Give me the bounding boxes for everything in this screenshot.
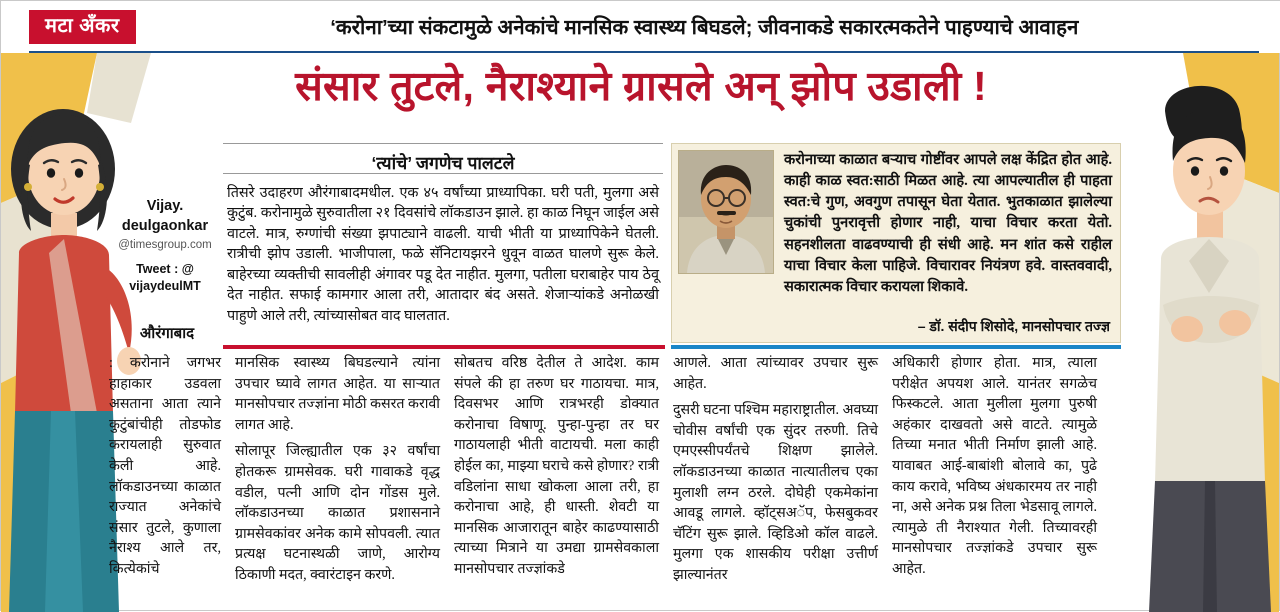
- blue-divider-bar: [671, 345, 1121, 349]
- paragraph: आणले. आता त्यांच्यावर उपचार सुरू आहेत.: [673, 355, 878, 392]
- byline: [109, 197, 221, 294]
- byline-tweet-label: Tweet : @: [136, 261, 194, 276]
- byline-name-line1: Vijay.: [146, 198, 184, 214]
- expert-photo: [678, 150, 774, 274]
- red-divider-bar: [223, 345, 665, 349]
- paragraph: मानसिक स्वास्थ्य बिघडल्याने त्यांना उपचार घ्यावे लागत आहेत. या साऱ्यात मानसोपचार तज्ज्ञांना मोठी कसरत करावी लागत आहे.: [235, 355, 440, 433]
- expert-portrait-svg: [679, 151, 773, 273]
- paragraph: : करोनाने जगभर हाहाकार उडवला असताना आता त्याने कुटुंबांचीही तोडफोड करायलाही सुरुवात केली आहे. लॉकडाउनच्या काळात राज्यात अनेकांचे संसार तुटले, कुणाला नैराश्य आले तर, कित्येकांचे: [109, 355, 221, 577]
- article-column-2: [454, 353, 659, 603]
- byline-tweet-handle: vijaydeulMT: [129, 278, 201, 293]
- article-body: [109, 353, 1133, 603]
- subhead-rule-bottom: [223, 173, 663, 174]
- paragraph: सोबतच वरिष्ठ देतील ते आदेश. काम संपले की हा तरुण घर गाठायचा. मात्र, दिवसभर आणि रात्रभरही डोक्यात करोनाचा विषाणू. पुन्हा-पुन्हा तर घर गाठायलाही भीती वाटायची. मला काही होईल का, माझ्या घराचे कसे होणार? रात्री वडिलांना साधा खोकला आला तरी, हा करोनाचा आहे, ही धास्ती. शेवटी या मानसिक आजारातून बाहेर काढण्यासाठी त्याच्या मित्राने या उमद्या ग्रामसेवकाला मानसोपचार तज्ज्ञांकडे: [454, 355, 659, 577]
- intro-paragraph: तिसरे उदाहरण औरंगाबादमधील. एक ४५ वर्षांच्या प्राध्यापिका. घरी पती, मुलगा असे कुटुंब. करोनामुळे सुरुवातीला २१ दिवसांचे लॉकडाउन झाले. हा काळ निघून जाईल असे वाटले. मात्र, रुग्णांची संख्या झपाट्याने वाढली. याची भीती या प्राध्यापिकेने घेतली. रात्रीची झोप उडाली. भाजीपाला, फळे सॅनिटायझरने धुवून वाळत घालणे सुरू केले. बाहेरच्या व्यक्तीची सावलीही अंगावर पडू देत नाहीत. मुलगा, पतीला घराबाहेर पाय ठेवू देत नाहीत. सफाई कामगार आला तरी, आतादार बंद असते. शेजाऱ्यांकडे अनोळखी पाहुणे आले तरी, त्यांच्यासोबत वाद घालतात.: [227, 185, 659, 324]
- page-title: संसार तुटले, नैराश्याने ग्रासले अन् झोप उडाली !: [295, 63, 987, 109]
- article-column-3: [673, 353, 878, 603]
- paragraph: दुसरी घटना पश्चिम महाराष्ट्रातील. अवघ्या चोवीस वर्षांची एक सुंदर तरुणी. तिचे एमएस्सीपर्यंतचे शिक्षण झालेले. लॉकडाउनच्या काळात नात्यातीलच एका मुलाशी लग्न ठरले. दोघेही एकमेकांना आवडू लागले. व्हॉट्सअॅप, फेसबुकवर चॅटिंग सुरू झाले. व्हिडिओ कॉल वाढले. मुलगा एक शासकीय परीक्षा उत्तीर्ण झाल्यानंतर: [673, 402, 878, 583]
- article-column-0: [109, 353, 221, 603]
- subhead: ‘त्यांचे’ जगणेच पालटले: [371, 153, 515, 173]
- byline-email: @timesgroup.com: [118, 239, 212, 252]
- expert-attribution: – डॉ. संदीप शिसोदे, मानसोपचार तज्ज्ञ: [917, 318, 1110, 334]
- article-column-4: [892, 353, 1097, 603]
- expert-quote-panel: [671, 143, 1121, 343]
- top-banner: [1, 1, 1280, 53]
- expert-quote-text: करोनाच्या काळात बऱ्याच गोष्टींवर आपले लक्ष केंद्रित होत आहे. काही काळ स्वत:साठी मिळत आहे. त्या आपल्यातील ही पाहता स्वत:चे गुण, अवगुण तपासून घेता येतात. भुतकाळात झालेल्या चुकांची पुनरावृत्ती होणार नाही, याचा विचार करता येतो. सहनशीलता वाढवण्याची ही संधी आहे. मन शांत कसे राहील याचा विचार केला पाहिजे. विचारावर नियंत्रण हवे. वास्तववादी, सकारात्मक विचार करायला शिकावे.: [784, 152, 1112, 295]
- banner-headline: ‘करोना’च्या संकटामुळे अनेकांचे मानसिक स्वास्थ्य बिघडले; जीवनाकडे सकारत्मकतेने पाहण्याचे आवाहन: [330, 16, 1079, 39]
- byline-name-line2: deulgaonkar: [121, 217, 209, 234]
- paragraph: सोलापूर जिल्ह्यातील एक ३२ वर्षांचा होतकरू ग्रामसेवक. घरी गावाकडे वृद्ध वडील, पत्नी आणि दोन गोंडस मुले. लॉकडाउनच्या काळात प्रशासनाने ग्रामसेवकांवर अनेक कामे सोपवली. त्यात प्रत्यक्ष घटनास्थळी जाणे, आरोग्य ठिकाणी मदत, क्वारंटाइन करणे.: [235, 443, 440, 583]
- paragraph: अधिकारी होणार होता. मात्र, त्याला परीक्षेत अपयश आले. यानंतर सगळेच फिस्कटले. आता मुलीला मुलगा पुरुषी अहंकार दाखवतो असे वाटते. त्यामुळे तिच्या मनात भीती निर्माण झाली आहे. यावाबत आई-बाबांशी बोलावे का, पुढे काय करावे, भविष्य अंधकारमय तर नाही ना, असे अनेक प्रश्न तिला भेडसावू लागले. त्यामुळे ती नैराश्यात गेली. तिच्यावरही मानसोपचार तज्ज्ञांकडे उपचार सुरू आहेत.: [892, 355, 1097, 577]
- subhead-rule-top: [223, 143, 663, 144]
- article-column-1: [235, 353, 440, 603]
- mta-anchor-tag: मटा अँकर: [29, 10, 136, 44]
- dateline: औरंगाबाद: [139, 325, 195, 342]
